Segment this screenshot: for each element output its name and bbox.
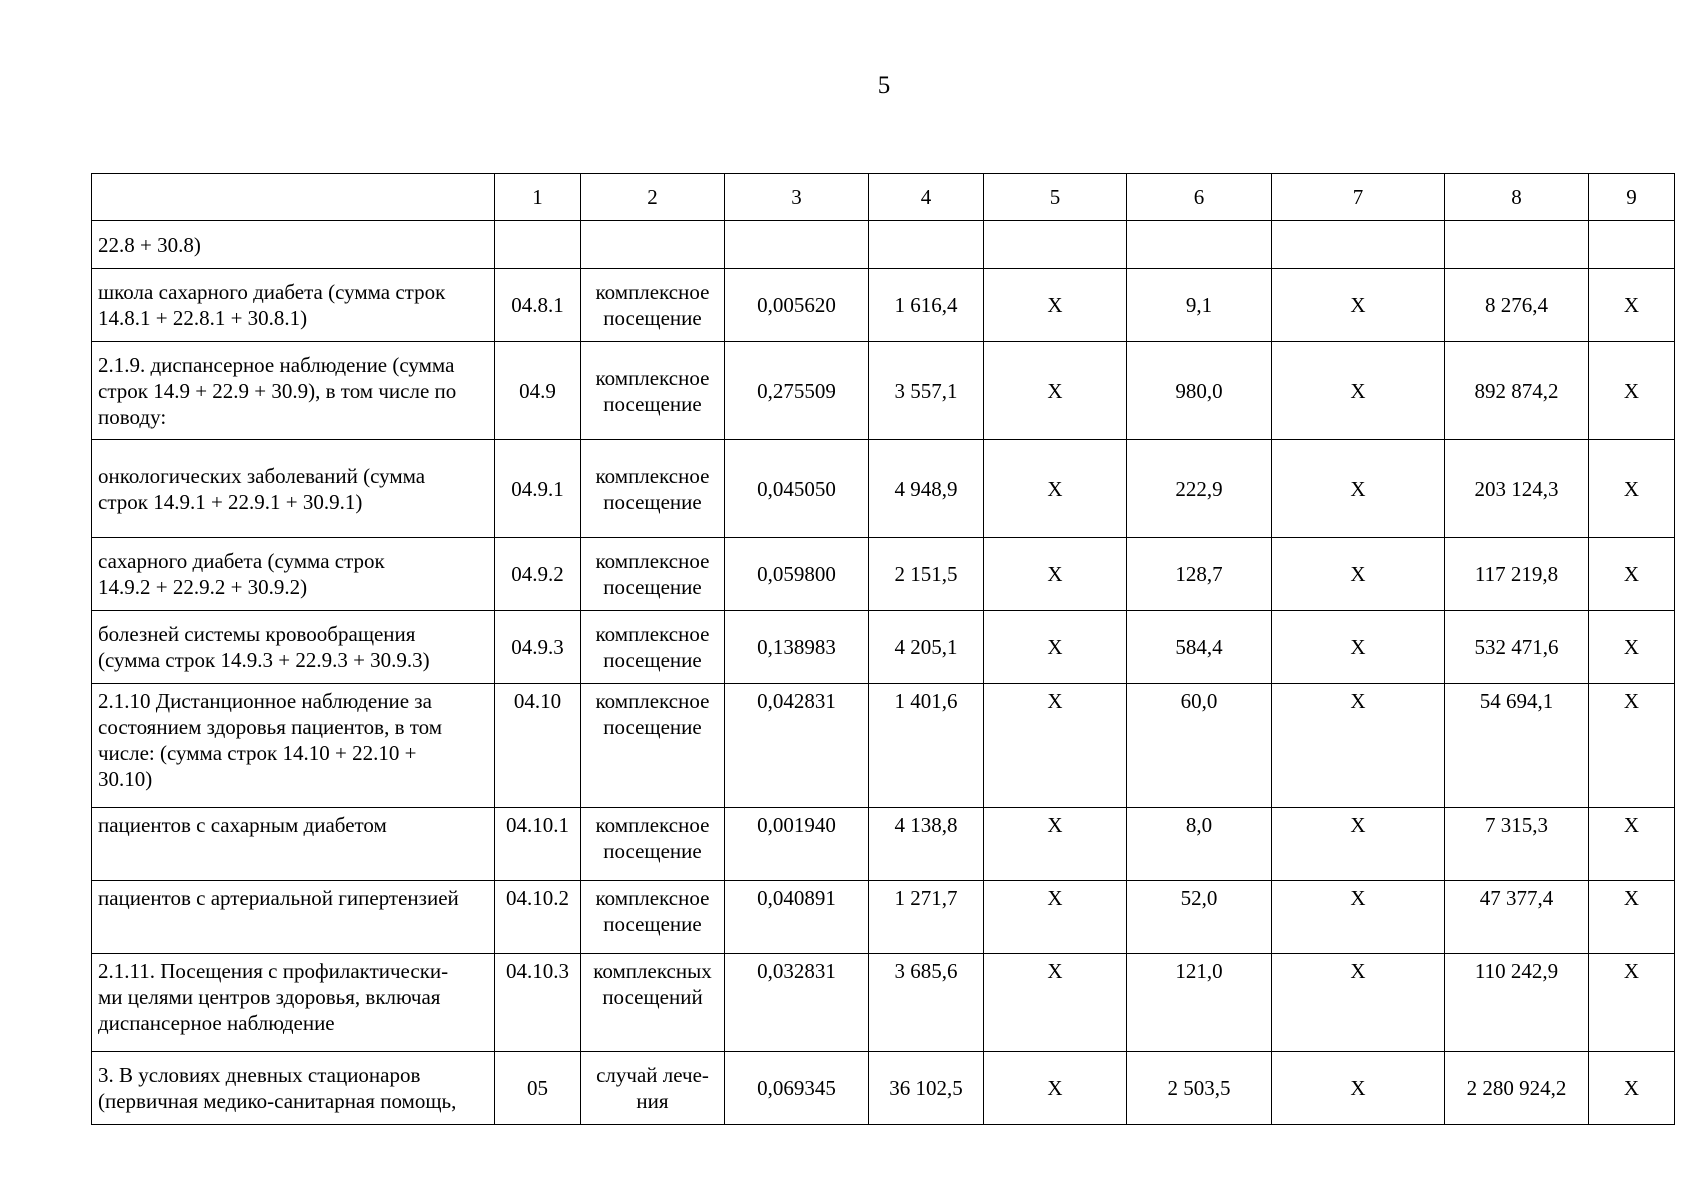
- data-table: [91, 173, 1675, 1125]
- value-cell: 4 205,1: [869, 611, 984, 684]
- unit-cell: комплексное посещение: [581, 269, 725, 342]
- column-number-row: [92, 174, 1675, 221]
- value-cell: Х: [1272, 1052, 1445, 1125]
- code-cell: 04.9.2: [495, 538, 581, 611]
- value-cell: 980,0: [1127, 342, 1272, 440]
- row-name-cell: 2.1.11. Посещения с профилактически- ми целями центров здоровья, включая диспансерное наблюдение: [92, 954, 495, 1052]
- value-cell: Х: [1589, 269, 1675, 342]
- row-name-cell: пациентов с артериальной гипертензией: [92, 881, 495, 954]
- value-cell: 3 557,1: [869, 342, 984, 440]
- code-cell: 04.10: [495, 684, 581, 808]
- unit-cell: комплексное посещение: [581, 808, 725, 881]
- value-cell: Х: [1272, 954, 1445, 1052]
- table-row: [92, 611, 1675, 684]
- value-cell: Х: [1589, 611, 1675, 684]
- page-number: 5: [877, 72, 891, 99]
- value-cell: 8,0: [1127, 808, 1272, 881]
- code-cell: 05: [495, 1052, 581, 1125]
- unit-cell: комплексное посещение: [581, 342, 725, 440]
- value-cell: 0,042831: [725, 684, 869, 808]
- value-cell: 222,9: [1127, 440, 1272, 538]
- row-name-cell: пациентов с сахарным диабетом: [92, 808, 495, 881]
- value-cell: [1127, 221, 1272, 269]
- code-cell: 04.9.3: [495, 611, 581, 684]
- code-cell: 04.10.2: [495, 881, 581, 954]
- code-cell: 04.10.1: [495, 808, 581, 881]
- value-cell: 532 471,6: [1445, 611, 1589, 684]
- header-cell: 2: [581, 174, 725, 221]
- value-cell: 60,0: [1127, 684, 1272, 808]
- value-cell: 2 151,5: [869, 538, 984, 611]
- value-cell: 0,001940: [725, 808, 869, 881]
- header-cell: 5: [984, 174, 1127, 221]
- value-cell: 128,7: [1127, 538, 1272, 611]
- value-cell: 0,138983: [725, 611, 869, 684]
- value-cell: [984, 221, 1127, 269]
- value-cell: 0,005620: [725, 269, 869, 342]
- value-cell: 0,040891: [725, 881, 869, 954]
- value-cell: Х: [1589, 1052, 1675, 1125]
- value-cell: Х: [1272, 611, 1445, 684]
- table-row: [92, 440, 1675, 538]
- value-cell: 117 219,8: [1445, 538, 1589, 611]
- value-cell: Х: [984, 954, 1127, 1052]
- value-cell: 3 685,6: [869, 954, 984, 1052]
- header-cell: 9: [1589, 174, 1675, 221]
- value-cell: Х: [984, 269, 1127, 342]
- unit-cell: случай лече- ния: [581, 1052, 725, 1125]
- value-cell: Х: [1272, 808, 1445, 881]
- value-cell: Х: [1589, 954, 1675, 1052]
- value-cell: Х: [1272, 342, 1445, 440]
- value-cell: Х: [1589, 881, 1675, 954]
- value-cell: 0,069345: [725, 1052, 869, 1125]
- row-name-cell: школа сахарного диабета (сумма строк 14.8.1 + 22.8.1 + 30.8.1): [92, 269, 495, 342]
- value-cell: 4 948,9: [869, 440, 984, 538]
- code-cell: 04.9: [495, 342, 581, 440]
- row-name-cell: 2.1.10 Дистанционное наблюдение за состоянием здоровья пациентов, в том числе: (сумма строк 14.10 + 22.10 + 30.10): [92, 684, 495, 808]
- table-row: [92, 684, 1675, 808]
- value-cell: Х: [1589, 342, 1675, 440]
- table-row: [92, 538, 1675, 611]
- header-cell: 4: [869, 174, 984, 221]
- value-cell: 110 242,9: [1445, 954, 1589, 1052]
- value-cell: 8 276,4: [1445, 269, 1589, 342]
- value-cell: 1 401,6: [869, 684, 984, 808]
- value-cell: 54 694,1: [1445, 684, 1589, 808]
- value-cell: 1 616,4: [869, 269, 984, 342]
- value-cell: 2 280 924,2: [1445, 1052, 1589, 1125]
- value-cell: Х: [1589, 684, 1675, 808]
- header-cell: [92, 174, 495, 221]
- value-cell: [725, 221, 869, 269]
- value-cell: Х: [1272, 684, 1445, 808]
- table-row: [92, 808, 1675, 881]
- header-cell: 6: [1127, 174, 1272, 221]
- value-cell: [869, 221, 984, 269]
- table-row: [92, 342, 1675, 440]
- row-name-cell: болезней системы кровообращения (сумма строк 14.9.3 + 22.9.3 + 30.9.3): [92, 611, 495, 684]
- row-name-cell: 2.1.9. диспансерное наблюдение (сумма строк 14.9 + 22.9 + 30.9), в том числе по поводу:: [92, 342, 495, 440]
- header-cell: 1: [495, 174, 581, 221]
- value-cell: Х: [1272, 269, 1445, 342]
- value-cell: Х: [984, 611, 1127, 684]
- value-cell: Х: [1272, 440, 1445, 538]
- value-cell: Х: [1272, 538, 1445, 611]
- value-cell: Х: [984, 684, 1127, 808]
- value-cell: [1445, 221, 1589, 269]
- value-cell: [1272, 221, 1445, 269]
- code-cell: 04.9.1: [495, 440, 581, 538]
- value-cell: Х: [984, 881, 1127, 954]
- unit-cell: комплексных посещений: [581, 954, 725, 1052]
- unit-cell: комплексное посещение: [581, 684, 725, 808]
- value-cell: Х: [984, 1052, 1127, 1125]
- value-cell: Х: [984, 808, 1127, 881]
- code-cell: 04.10.3: [495, 954, 581, 1052]
- unit-cell: [581, 221, 725, 269]
- table-row: [92, 269, 1675, 342]
- value-cell: 47 377,4: [1445, 881, 1589, 954]
- header-cell: 7: [1272, 174, 1445, 221]
- value-cell: 1 271,7: [869, 881, 984, 954]
- value-cell: 584,4: [1127, 611, 1272, 684]
- unit-cell: комплексное посещение: [581, 611, 725, 684]
- value-cell: Х: [1589, 808, 1675, 881]
- table-row: [92, 1052, 1675, 1125]
- value-cell: [1589, 221, 1675, 269]
- header-cell: 3: [725, 174, 869, 221]
- value-cell: Х: [1589, 440, 1675, 538]
- unit-cell: комплексное посещение: [581, 440, 725, 538]
- value-cell: 2 503,5: [1127, 1052, 1272, 1125]
- table-row: [92, 954, 1675, 1052]
- value-cell: 0,059800: [725, 538, 869, 611]
- value-cell: Х: [1589, 538, 1675, 611]
- row-name-cell: онкологических заболеваний (сумма строк 14.9.1 + 22.9.1 + 30.9.1): [92, 440, 495, 538]
- value-cell: 0,045050: [725, 440, 869, 538]
- value-cell: Х: [984, 440, 1127, 538]
- table-row: [92, 881, 1675, 954]
- value-cell: 7 315,3: [1445, 808, 1589, 881]
- value-cell: 892 874,2: [1445, 342, 1589, 440]
- row-name-cell: 3. В условиях дневных стационаров (первичная медико-санитарная помощь,: [92, 1052, 495, 1125]
- value-cell: 0,032831: [725, 954, 869, 1052]
- value-cell: Х: [984, 342, 1127, 440]
- value-cell: 52,0: [1127, 881, 1272, 954]
- value-cell: Х: [1272, 881, 1445, 954]
- table-row: [92, 221, 1675, 269]
- value-cell: 203 124,3: [1445, 440, 1589, 538]
- header-cell: 8: [1445, 174, 1589, 221]
- value-cell: 4 138,8: [869, 808, 984, 881]
- value-cell: 121,0: [1127, 954, 1272, 1052]
- code-cell: [495, 221, 581, 269]
- row-name-cell: 22.8 + 30.8): [92, 221, 495, 269]
- code-cell: 04.8.1: [495, 269, 581, 342]
- unit-cell: комплексное посещение: [581, 881, 725, 954]
- value-cell: Х: [984, 538, 1127, 611]
- row-name-cell: сахарного диабета (сумма строк 14.9.2 + 22.9.2 + 30.9.2): [92, 538, 495, 611]
- value-cell: 36 102,5: [869, 1052, 984, 1125]
- value-cell: 9,1: [1127, 269, 1272, 342]
- value-cell: 0,275509: [725, 342, 869, 440]
- unit-cell: комплексное посещение: [581, 538, 725, 611]
